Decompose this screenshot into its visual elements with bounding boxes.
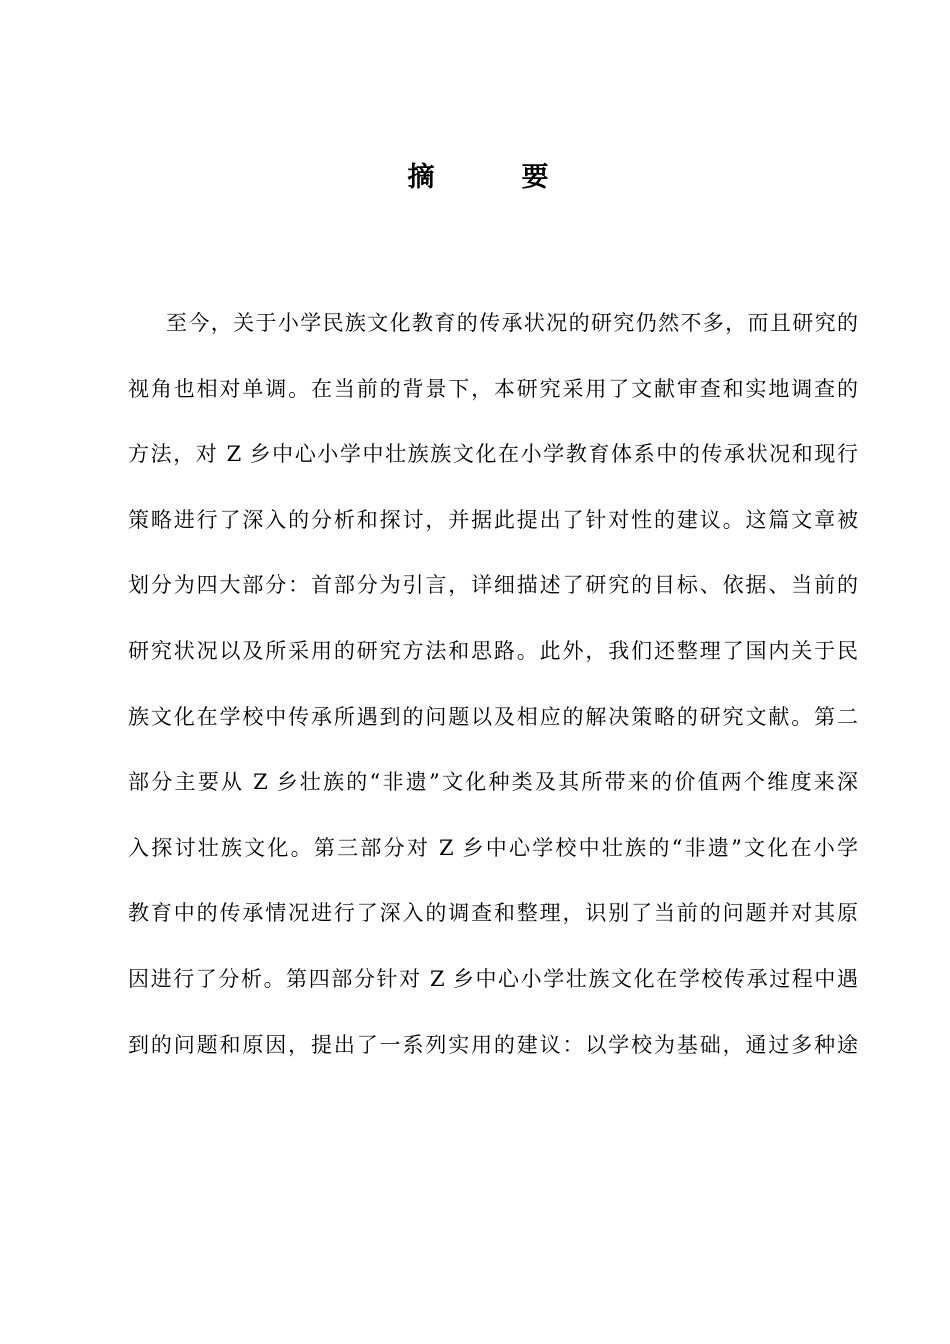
- body-line-11: 因进行了分析。第四部分针对 Z 乡中心小学壮族文化在学校传承过程中遇: [128, 966, 858, 991]
- body-line-8: 部分主要从 Z 乡壮族的“非遗”文化种类及其所带来的价值两个维度来深: [128, 770, 858, 795]
- body-line-4: 策略进行了深入的分析和探讨，并据此提出了针对性的建议。这篇文章被: [128, 507, 858, 532]
- body-line-7: 族文化在学校中传承所遇到的问题以及相应的解决策略的研究文献。第二: [128, 704, 858, 729]
- body-line-6: 研究状况以及所采用的研究方法和思路。此外，我们还整理了国内关于民: [128, 638, 858, 663]
- body-line-12: 到的问题和原因，提出了一系列实用的建议：以学校为基础，通过多种途: [128, 1032, 858, 1057]
- page-title: 摘 要: [407, 162, 579, 193]
- body-line-10: 教育中的传承情况进行了深入的调查和整理，识别了当前的问题并对其原: [128, 901, 858, 926]
- body-line-2: 视角也相对单调。在当前的背景下，本研究采用了文献审查和实地调查的: [128, 376, 858, 401]
- body-line-1: 至今，关于小学民族文化教育的传承状况的研究仍然不多，而且研究的: [166, 311, 858, 335]
- body-line-3: 方法，对 Z 乡中心小学中壮族族文化在小学教育体系中的传承状况和现行: [128, 442, 858, 467]
- body-line-5: 划分为四大部分：首部分为引言，详细描述了研究的目标、依据、当前的: [128, 573, 858, 598]
- abstract-body: [128, 300, 858, 1087]
- body-line-9: 入探讨壮族文化。第三部分对 Z 乡中心学校中壮族的“非遗”文化在小学: [128, 835, 858, 860]
